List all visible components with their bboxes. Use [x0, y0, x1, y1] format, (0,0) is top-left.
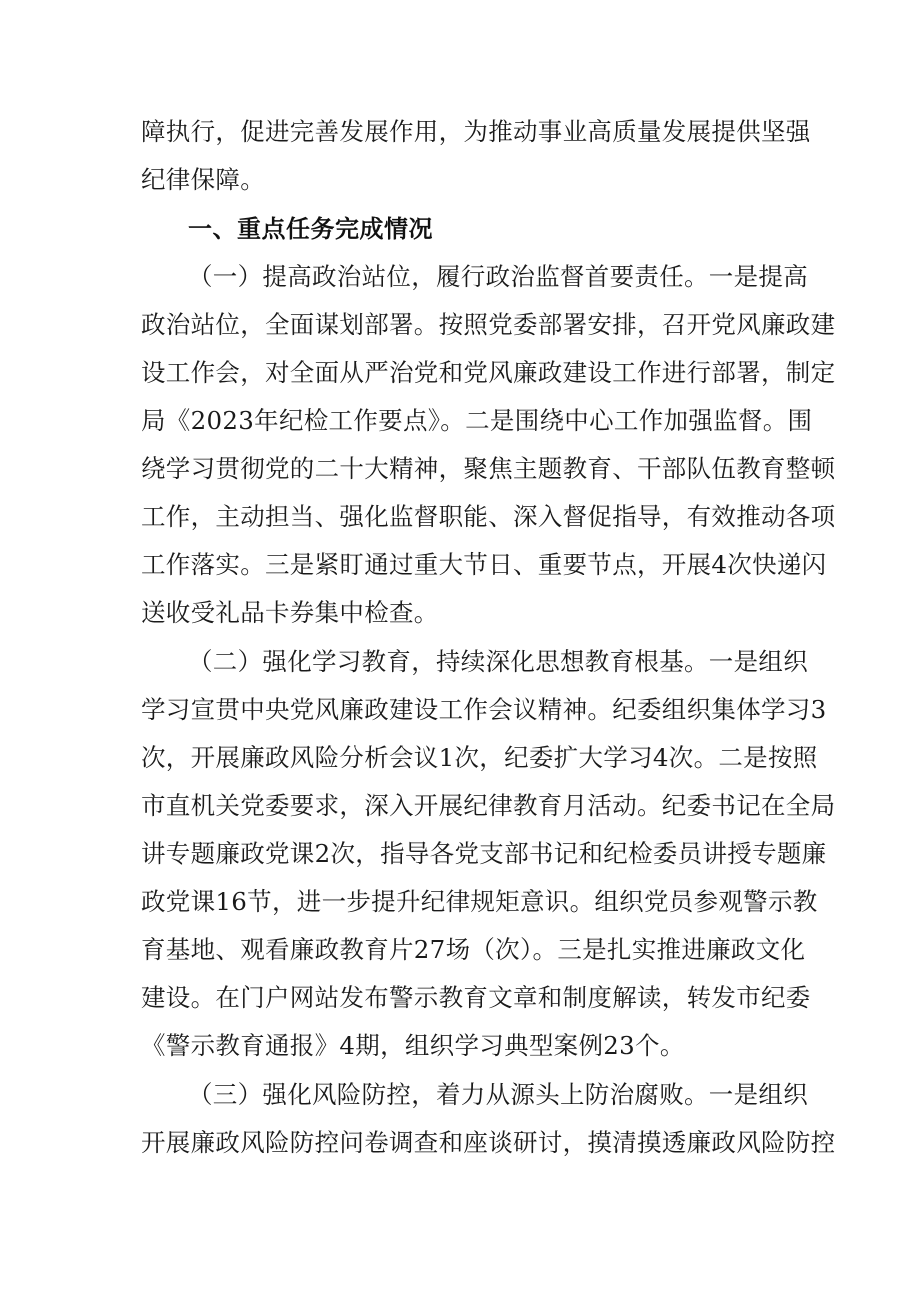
para1-line-3: 设工作会，对全面从严治党和党风廉政建设工作进行部署，制定 [141, 358, 836, 387]
para1-line-1: （一）提高政治站位，履行政治监督首要责任。一是提高 [188, 262, 808, 291]
para1-line-6: 工作，主动担当、强化监督职能、深入督促指导，有效推动各项 [141, 502, 836, 531]
section-heading: 一、重点任务完成情况 [188, 215, 433, 243]
intro-line-1: 障执行，促进完善发展作用，为推动事业高质量发展提供坚强 [141, 117, 811, 146]
para1-line-5: 绕学习贯彻党的二十大精神，聚焦主题教育、干部队伍教育整顿 [141, 454, 836, 483]
para2-line-3: 次，开展廉政风险分析会议1次，纪委扩大学习4次。二是按照 [141, 743, 818, 772]
para1-line-4: 局《2023年纪检工作要点》。二是围绕中心工作加强监督。围 [141, 406, 813, 435]
para1-line-8: 送收受礼品卡券集中检查。 [141, 598, 439, 627]
para2-line-8: 建设。在门户网站发布警示教育文章和制度解读，转发市纪委 [141, 983, 811, 1012]
para2-line-2: 学习宣贯中央党风廉政建设工作会议精神。纪委组织集体学习3 [141, 695, 827, 724]
para2-line-6: 政党课16节，进一步提升纪律规矩意识。组织党员参观警示教 [141, 887, 818, 916]
para3-line-2: 开展廉政风险防控问卷调查和座谈研讨，摸清摸透廉政风险防控 [141, 1128, 836, 1157]
para2-line-4: 市直机关党委要求，深入开展纪律教育月活动。纪委书记在全局 [141, 791, 836, 820]
para2-line-1: （二）强化学习教育，持续深化思想教育根基。一是组织 [188, 647, 808, 676]
para2-line-7: 育基地、观看廉政教育片27场（次）。三是扎实推进廉政文化 [141, 935, 806, 964]
para3-line-1: （三）强化风险防控，着力从源头上防治腐败。一是组织 [188, 1080, 808, 1109]
intro-line-2: 纪律保障。 [141, 165, 265, 194]
para2-line-5: 讲专题廉政党课2次，指导各党支部书记和纪检委员讲授专题廉 [141, 839, 827, 868]
para2-line-9: 《警示教育通报》4期，组织学习典型案例23个。 [141, 1031, 685, 1060]
para1-line-2: 政治站位，全面谋划部署。按照党委部署安排，召开党风廉政建 [141, 310, 836, 339]
para1-line-7: 工作落实。三是紧盯通过重大节日、重要节点，开展4次快递闪 [141, 550, 827, 579]
